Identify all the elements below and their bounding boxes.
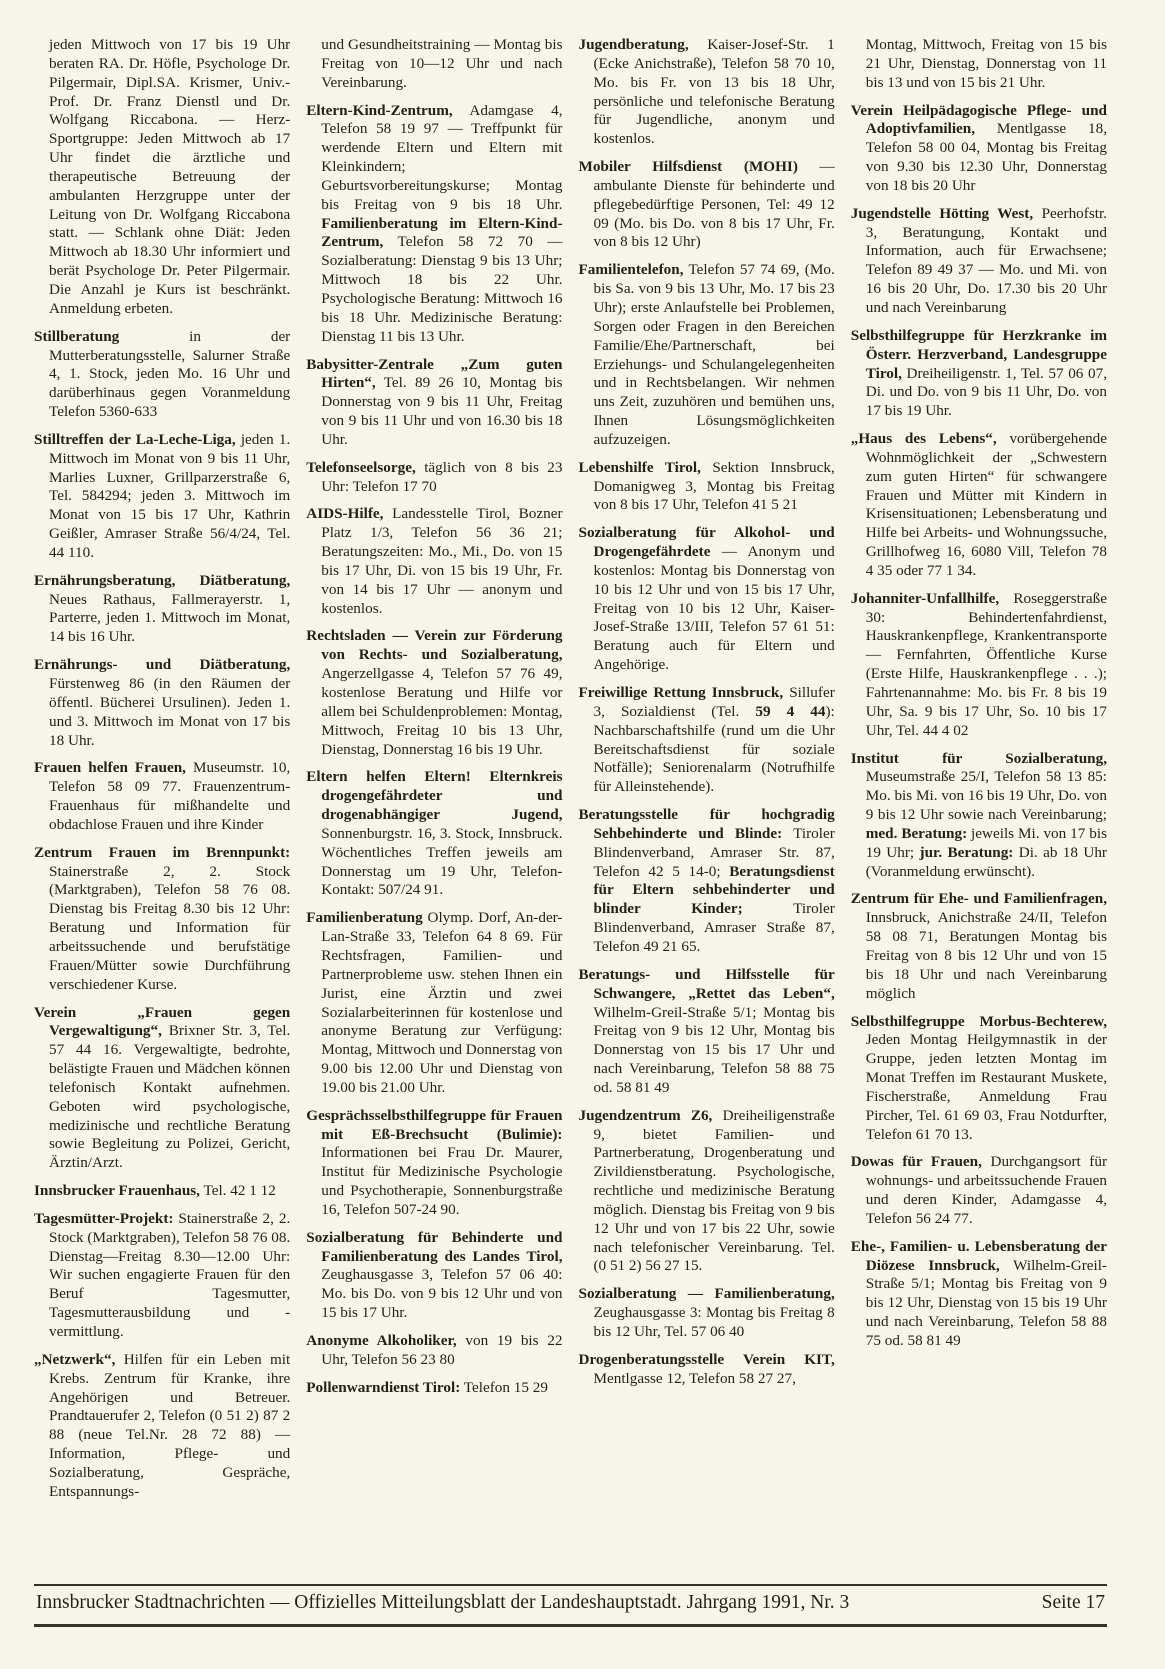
directory-entry xyxy=(34,572,290,647)
entry-title: Beratungsdienst für Eltern sehbehinderter und blinder Kinder; xyxy=(593,862,835,918)
entry-title: Babysitter-Zentrale „Zum guten Hirten“, xyxy=(306,355,563,392)
entry-title: Mobiler Hilfsdienst (MOHI) xyxy=(578,158,798,176)
entry-title: Gesprächsselbsthilfegruppe für Frauen mit Eß-Brechsucht (Bulimie): xyxy=(306,1106,563,1143)
entry-title: Pollenwarndienst Tirol: xyxy=(306,1378,461,1396)
entry-text: — Anonym und kostenlos: Montag bis Donnerstag von 10 bis 12 Uhr und von 15 bis 17 Uhr, Freitag von 10 bis 12 Uhr, Kaiser-Josef-Straße 13/III, Telefon 57 61 51: Beratung auch für Eltern und Angehörige. xyxy=(593,543,835,674)
entry-title: Eltern-Kind-Zentrum, xyxy=(306,101,453,119)
directory-entry xyxy=(851,590,1107,741)
entry-title: Stilltreffen der La-Leche-Liga, xyxy=(34,430,236,448)
entry-text: Mentlgasse 18, Telefon 58 00 04, Montag bis Freitag von 9.30 bis 12.30 Uhr, Donnerstag von 18 bis 20 Uhr xyxy=(865,120,1107,194)
column-4 xyxy=(851,36,1107,1511)
entry-title: Verein „Frauen gegen Vergewaltigung“, xyxy=(34,1003,291,1040)
entry-text: Dreiheiligenstraße 9, bietet Familien- und Partnerberatung, Drogenberatung und Zivildienstberatung. Psychologische, rechtliche und medizinische Beratung möglich. Dienstag bis Freitag von 9 bis 12 Uhr und von 17 bis 22 Uhr, sowie nach telefonischer Vereinbarung. Tel. (0 51 2) 56 27 15. xyxy=(593,1106,835,1275)
entry-title: Stillberatung xyxy=(34,327,120,345)
entry-title: Rechtsladen — Verein zur Förderung von Rechts- und Sozialberatung, xyxy=(306,627,563,664)
entry-title: Zentrum Frauen im Brennpunkt: xyxy=(34,843,291,861)
directory-entry xyxy=(851,1238,1107,1351)
footer-masthead: Innsbrucker Stadtnachrichten — Offizielles Mitteilungsblatt der Landeshauptstadt. Jahrgang 1991, Nr. 3 xyxy=(36,1592,850,1613)
entry-text: Stainerstraße 2, 2. Stock (Marktgraben), Telefon 58 76 08. Dienstag bis Freitag 8.30 bis 12 Uhr: Beratung und Information für arbeitssuchende und berufstätige Frauen/Mütter sowie Durchführung verschiedener Kurse. xyxy=(49,862,291,993)
entry-text: und Gesundheitstraining — Montag bis Freitag von 10—12 Uhr und nach Vereinbarung. xyxy=(321,36,563,91)
entry-text: Montag, Mittwoch, Freitag von 15 bis 21 Uhr, Dienstag, Donnerstag von 11 bis 13 und von 15 bis 21 Uhr. xyxy=(865,36,1107,91)
directory-entry xyxy=(34,1351,290,1502)
entry-title: Johanniter-Unfallhilfe, xyxy=(850,589,1000,607)
entry-title: Ernährungs- und Diätberatung, xyxy=(34,656,291,674)
directory-entry xyxy=(851,430,1107,581)
directory-entry xyxy=(34,1210,290,1342)
entry-text: in der Mutterberatungsstelle, Salurner Straße 4, 1. Stock, jeden Mo. 16 Uhr und darüberhinaus gegen Voranmeldung Telefon 5360-633 xyxy=(49,327,291,421)
entry-text: Sillufer 3, Sozialdienst (Tel. xyxy=(593,684,835,720)
entry-title: „Netzwerk“, xyxy=(34,1350,116,1368)
entry-text: Tel. 89 26 10, Montag bis Donnerstag von 9 bis 11 Uhr, Freitag von 9 bis 11 Uhr und von 16.30 bis 18 Uhr. xyxy=(321,374,563,448)
entry-text: Jeden Montag Heilgymnastik in der Gruppe, jeden letzten Montag im Monat Treffen im Restaurant Muskete, Fischerstraße, Anmeldung Frau Pircher, Tel. 61 69 03, Frau Notdurfter, Telefon 61 70 13. xyxy=(865,1031,1107,1143)
entry-text: vorübergehende Wohnmöglichkeit der „Schwestern zum guten Hirten“ für schwangere Frauen und Mütter mit Kindern in Krisensituationen; Lebensberatung und Hilfe bei Arbeits- und Wohnungssuche, Grillhofweg 16, 6080 Vill, Telefon 78 4 35 oder 77 1 34. xyxy=(865,430,1108,579)
entry-text: Innsbruck, Anichstraße 24/II, Telefon 58 08 71, Beratungen Montag bis Freitag von 8 bis 12 Uhr und von 15 bis 18 Uhr und nach Vereinbarung möglich xyxy=(865,909,1107,1002)
directory-entry xyxy=(851,102,1107,196)
entry-text: Telefon 58 72 70 — Sozialberatung: Dienstag 9 bis 13 Uhr; Mittwoch 18 bis 22 Uhr. Psychologische Beratung: Mittwoch 16 bis 18 Uhr. Medizinische Beratung: Dienstag 11 bis 13 Uhr. xyxy=(321,233,563,345)
directory-entry xyxy=(34,656,290,750)
entry-text: Zeughausgasse 3, Telefon 57 06 40: Mo. bis Do. von 9 bis 12 Uhr und von 15 bis 17 Uhr. xyxy=(321,1266,563,1322)
entry-title: Institut für Sozialberatung, xyxy=(850,749,1107,767)
directory-entry xyxy=(579,36,835,149)
entry-title: Jugendberatung, xyxy=(578,36,689,53)
entry-text: Di. ab 18 Uhr (Voranmeldung erwünscht). xyxy=(865,843,1107,880)
entry-title: Jugendzentrum Z6, xyxy=(578,1106,713,1124)
entry-title: Sozialberatung für Alkohol- und Drogengefährdete xyxy=(578,524,835,561)
directory-entry xyxy=(306,356,562,450)
entry-text: Adamgase 4, Telefon 58 19 97 — Treffpunkt für werdende Eltern und Eltern mit Kleinkindern; Geburtsvorbereitungskurse; Montag bis Freitag von 9 bis 18 Uhr. xyxy=(321,101,563,213)
entry-text: Brixner Str. 3, Tel. 57 44 16. Vergewaltigte, bedrohte, belästigte Frauen und Mädchen können telefonisch Kontakt aufnehmen. Geboten wird psychologische, medizinische und rechtliche Beratung sowie Begleitung zu Polizei, Gericht, Ärztin/Arzt. xyxy=(49,1022,291,1172)
entry-continuation xyxy=(34,36,290,319)
entry-title: Frauen helfen Frauen, xyxy=(34,759,186,777)
column-2 xyxy=(306,36,562,1511)
entry-title: Verein Heilpädagogische Pflege- und Adoptivfamilien, xyxy=(850,101,1107,138)
directory-entry xyxy=(34,1182,290,1201)
entry-text: Durchgangsort für wohnungs- und arbeitssuchende Frauen und deren Kinder, Adamgasse 4, Telefon 56 24 77. xyxy=(865,1153,1107,1227)
entry-text: Olymp. Dorf, An-der-Lan-Straße 33, Telefon 64 8 69. Für Rechtsfragen, Familien- und Partnerprobleme usw. stehen Ihnen ein Jurist, eine Ärztin und zwei Sozialarbeiterinnen für kostenlose und anonyme Beratung zur Verfügung: Montag, Mittwoch und Donnerstag von 9.00 bis 12.00 Uhr und Dienstag von 19.00 bis 21.00 Uhr. xyxy=(321,909,563,1096)
entry-text: Tiroler Blindenverband, Amraser Straße 87, Telefon 49 21 65. xyxy=(593,900,835,955)
entry-title: Beratungsstelle für hochgradig Sehbehinderte und Blinde: xyxy=(578,806,835,842)
entry-title: jur. Beratung: xyxy=(919,843,1014,861)
entry-title: Beratungs- und Hilfsstelle für Schwangere, „Rettet das Leben“, xyxy=(578,965,835,1002)
entry-text: Telefon 57 74 69, (Mo. bis Sa. von 9 bis 13 Uhr, Mo. 17 bis 23 Uhr); erste Anlaufstelle bei Problemen, Sorgen oder Fragen in den Bereichen Familie/Ehe/Partnerschaft, bei Erziehungs- und Schulangelegenheiten und in Rechtsbelangen. Wir nehmen uns Zeit, zuzuhören und bemühen uns, Ihnen Lösungsmöglichkeiten aufzuzeigen. xyxy=(593,261,835,448)
entry-text: Museumstr. 10, Telefon 58 09 77. Frauenzentrum-Frauenhaus für mißhandelte und obdachlose Frauen und ihre Kinder xyxy=(49,759,291,833)
entry-text: Zeughausgasse 3: Montag bis Freitag 8 bis 12 Uhr, Tel. 57 06 40 xyxy=(593,1304,835,1340)
entry-text: von 19 bis 22 Uhr, Telefon 56 23 80 xyxy=(321,1332,563,1368)
entry-title: Dowas für Frauen, xyxy=(850,1153,982,1171)
entry-text: Sonnenburgstr. 16, 3. Stock, Innsbruck. Wöchentliches Treffen jeweils am Donnerstag um 19 Uhr, Telefon-Kontakt: 507/24 91. xyxy=(321,824,563,899)
entry-text: jeweils Mi. von 17 bis 19 Uhr; xyxy=(865,824,1107,861)
directory-entry xyxy=(579,1285,835,1342)
directory-entry xyxy=(851,890,1107,1003)
directory-entry xyxy=(579,158,835,252)
directory-entry xyxy=(306,1332,562,1370)
directory-entry xyxy=(851,327,1107,421)
entry-title: Familienberatung im Eltern-Kind-Zentrum, xyxy=(321,214,563,251)
directory-entry xyxy=(34,844,290,995)
directory-entry xyxy=(306,102,562,347)
entry-text: ): Nachbarschaftshilfe (rund um die Uhr Bereitschaftsdienst für soziale Notfälle); Seniorenalarm (Notrufhilfe für Alleinstehende). xyxy=(593,702,835,796)
directory-entry xyxy=(306,505,562,618)
directory-entry xyxy=(306,627,562,759)
directory-entry xyxy=(851,750,1107,882)
directory-entry xyxy=(579,524,835,675)
entry-title: Familienberatung xyxy=(306,909,423,927)
directory-entry xyxy=(34,1004,290,1174)
entry-title: Selbsthilfegruppe für Herzkranke im Österr. Herzverband, Landesgruppe Tirol, xyxy=(850,326,1107,382)
entry-title: Lebenshilfe Tirol, xyxy=(578,458,701,476)
entry-text: Telefon 15 29 xyxy=(460,1378,548,1396)
entry-text: Sektion Innsbruck, Domanigweg 3, Montag bis Freitag von 8 bis 17 Uhr, Telefon 41 5 21 xyxy=(593,458,835,514)
entry-text: Hilfen für ein Leben mit Krebs. Zentrum für Kranke, ihre Angehörigen und Betreuer. Prandtauerufer 2, Telefon (0 51 2) 87 2 88 (neue Tel.Nr. 28 72 88) — Information, Pflege- und Sozialberatung, Gespräche, Entspannungs- xyxy=(49,1350,291,1500)
footer-page-number: Seite 17 xyxy=(1041,1592,1105,1613)
entry-title: Ehe-, Familien- u. Lebensberatung der Diözese Innsbruck, xyxy=(850,1237,1107,1274)
entry-text: Mentlgasse 12, Telefon 58 27 27, xyxy=(593,1369,796,1387)
entry-title: Selbsthilfegruppe Morbus-Bechterew, xyxy=(850,1012,1107,1030)
entry-title: Familientelefon, xyxy=(578,261,684,279)
entry-text: Angerzellgasse 4, Telefon 57 76 49, kostenlose Beratung und Hilfe vor allem bei Schuldenproblemen: Montag, Mittwoch, Freitag 10 bis 13 Uhr, Dienstag, Donnerstag 16 bis 19 Uhr. xyxy=(321,665,563,758)
directory-entry xyxy=(34,759,290,834)
entry-continuation xyxy=(851,36,1107,93)
entry-text: Informationen bei Frau Dr. Maurer, Institut für Medizinische Psychologie und Psychotherapie, Sonnenburgstraße 16, Telefon 507-24 90. xyxy=(321,1144,563,1218)
entry-title: „Haus des Lebens“, xyxy=(850,430,997,448)
directory-entry xyxy=(34,431,290,563)
entry-title: Sozialberatung für Behinderte und Familienberatung des Landes Tirol, xyxy=(306,1228,563,1265)
directory-entry xyxy=(306,459,562,497)
entry-continuation xyxy=(306,36,562,93)
directory-entry xyxy=(306,1107,562,1220)
columns xyxy=(34,36,1107,1511)
directory-entry xyxy=(306,909,562,1097)
entry-title: Jugendstelle Hötting West, xyxy=(850,204,1034,222)
entry-text: Wilhelm-Greil-Straße 5/1; Montag bis Freitag von 9 bis 12 Uhr, Montag bis Donnerstag von 15 bis 17 Uhr und nach Vereinbarung, Telefon 58 88 75 od. 58 81 49 xyxy=(593,1003,835,1096)
entry-text: jeden Mittwoch von 17 bis 19 Uhr beraten RA. Dr. Höfle, Psychologe Dr. Pilgermair, Dipl.SA. Krismer, Univ.-Prof. Dr. Franz Dienstl und Dr. Wolfgang Riccabona. — Herz-Sportgruppe: Jeden Mittwoch ab 17 Uhr findet die ärztliche und therapeutische Betreuung der ambulanten Herzgruppe unter der Leitung von Dr. Wolfgang Riccabona statt. — Schlank ohne Diät: Jeden Mittwoch ab 18.30 Uhr informiert und berät Psychologe Dr. Peter Pilgermair. Die Anzahl je Kurs ist beschränkt. Anmeldung erbeten. xyxy=(49,36,291,317)
directory-entry xyxy=(579,966,835,1098)
entry-title: Zentrum für Ehe- und Familienfragen, xyxy=(850,890,1107,908)
entry-text: — ambulante Dienste für behinderte und pflegebedürftige Personen, Tel: 49 12 09 (Mo. bis Do. von 8 bis 17 Uhr, Fr. von 8 bis 12 Uhr) xyxy=(593,158,835,251)
directory-entry xyxy=(306,1229,562,1323)
directory-entry xyxy=(579,1351,835,1389)
entry-text: Neues Rathaus, Fallmerayerstr. 1, Parterre, jeden 1. Mittwoch im Monat, 14 bis 16 Uhr. xyxy=(49,590,291,646)
column-1 xyxy=(34,36,290,1511)
entry-title: Sozialberatung — Familienberatung, xyxy=(578,1285,835,1303)
entry-title: Drogenberatungsstelle Verein KIT, xyxy=(578,1350,835,1368)
entry-title: med. Beratung: xyxy=(865,824,968,842)
directory-entry xyxy=(579,261,835,449)
entry-text: Wilhelm-Greil-Straße 5/1; Montag bis Freitag von 9 bis 12 Uhr, Dienstag von 15 bis 19 Uhr und nach Vereinbarung, Telefon 58 88 75 od. 58 81 49 xyxy=(865,1256,1107,1349)
directory-entry xyxy=(851,1153,1107,1228)
directory-entry xyxy=(851,205,1107,318)
directory-entry xyxy=(579,459,835,516)
entry-text: Peerhofstr. 3, Beratungung, Kontakt und Information, auch für Erwachsene; Telefon 89 49 37 — Mo. und Mi. von 16 bis 20 Uhr, Do. 17.30 bis 20 Uhr und nach Vereinbarung xyxy=(865,204,1107,316)
entry-text: Museumstraße 25/I, Telefon 58 13 85: Mo. bis Mi. von 16 bis 19 Uhr, Do. von 9 bis 12 Uhr sowie nach Vereinbarung; xyxy=(865,768,1107,824)
entry-title: Anonyme Alkoholiker, xyxy=(306,1332,457,1349)
entry-title: Eltern helfen Eltern! Elternkreis drogengefährdeter und drogenabhängiger Jugend, xyxy=(306,768,563,824)
entry-text: Landesstelle Tirol, Bozner Platz 1/3, Telefon 56 36 21; Beratungszeiten: Mo., Mi., Do. von 15 bis 17 Uhr, Di. von 15 bis 19 Uhr, Fr. von 14 bis 17 Uhr — anonym und kostenlos. xyxy=(321,505,563,617)
directory-entry xyxy=(851,1013,1107,1145)
entry-title: Innsbrucker Frauenhaus, xyxy=(34,1182,200,1200)
directory-entry xyxy=(306,768,562,900)
entry-title: AIDS-Hilfe, xyxy=(306,505,384,523)
entry-title: Tagesmütter-Projekt: xyxy=(34,1209,174,1227)
entry-text: Dreiheiligenstr. 1, Tel. 57 06 07, Di. und Do. von 9 bis 11 Uhr, Do. von 17 bis 19 Uhr. xyxy=(865,364,1107,420)
entry-text: täglich von 8 bis 23 Uhr: Telefon 17 70 xyxy=(321,458,563,495)
directory-entry xyxy=(579,806,835,957)
entry-title: Freiwillige Rettung Innsbruck, xyxy=(578,684,784,701)
entry-text: jeden 1. Mittwoch im Monat von 9 bis 11 Uhr, Marlies Luxner, Grillparzerstraße 6, Tel. 584294; jeden 3. Mittwoch im Monat von 15 bis 17 Uhr, Kathrin Geißler, Amraser Straße 56/4/24, Tel. 44 110. xyxy=(49,430,291,561)
directory-entry xyxy=(306,1379,562,1398)
entry-text: Fürstenweg 86 (in den Räumen der öffentl. Bücherei Ursulinen). Jeden 1. und 3. Mittwoch im Monat von 17 bis 18 Uhr. xyxy=(49,675,291,749)
page-footer xyxy=(34,1584,1107,1627)
column-3 xyxy=(579,36,835,1511)
entry-title: 59 4 44 xyxy=(755,702,826,720)
entry-title: Telefonseelsorge, xyxy=(306,458,416,476)
entry-text: Tiroler Blindenverband, Amraser Str. 87, Telefon 42 5 14-0; xyxy=(593,824,835,880)
entry-text: Roseggerstraße 30: Behindertenfahrdienst, Hauskrankenpflege, Krankentransporte — Fernfahrten, Öffentliche Kurse (Erste Hilfe, Hauskrankenpflege . . .); Fahrtenannahme: Mo. bis Fr. 8 bis 19 Uhr, Sa. 9 bis 17 Uhr, So. 10 bis 17 Uhr, Tel. 44 4 02 xyxy=(865,589,1107,739)
entry-text: Stainerstraße 2, 2. Stock (Marktgraben), Telefon 58 76 08. Dienstag—Freitag 8.30—12.00 Uhr: Wir suchen engagierte Frauen für den Beruf Tagesmutter, Tagesmutterausbildung und -vermittlung. xyxy=(49,1209,291,1340)
entry-title: Ernährungsberatung, Diätberatung, xyxy=(34,571,291,589)
directory-entry xyxy=(579,684,835,797)
directory-entry xyxy=(34,328,290,422)
entry-text: Kaiser-Josef-Str. 1 (Ecke Anichstraße), Telefon 58 70 10, Mo. bis Fr. von 13 bis 18 Uhr, persönliche und telefonische Beratung für Jugendliche, anonym und kostenlos. xyxy=(593,36,835,148)
directory-entry xyxy=(579,1107,835,1277)
entry-text: Tel. 42 1 12 xyxy=(199,1182,276,1200)
